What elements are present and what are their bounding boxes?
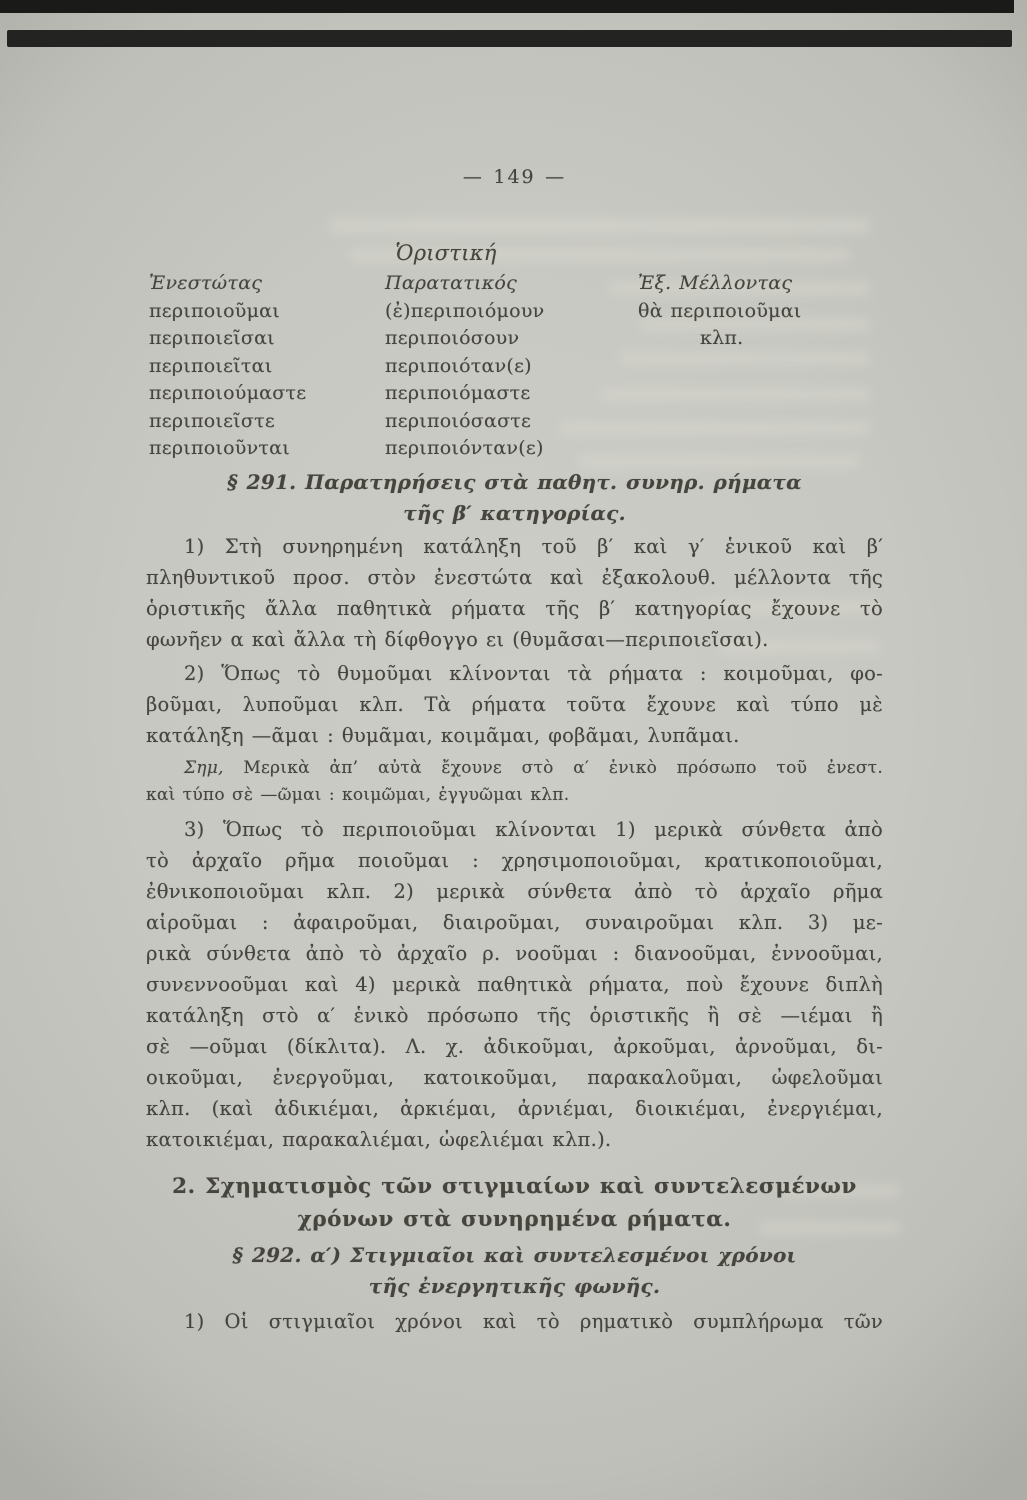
table-cell: θὰ περιποιοῦμαι	[638, 299, 802, 322]
table-column-header-present: Ἐνεστώτας	[149, 272, 263, 294]
table-row	[146, 327, 883, 355]
table-cell: περιποιούμαστε	[149, 382, 307, 404]
table-row	[146, 410, 883, 438]
table-cell: περιποιόσαστε	[385, 409, 532, 432]
conjugation-table	[146, 272, 883, 465]
note-paragraph	[146, 755, 883, 809]
heading-line: τῆς β′ κατηγορίας.	[403, 501, 626, 525]
text-line: ἐθνικοποιοῦμαι κλπ. 2) μερικὰ σύνθετα ἀπὸ τὸ ἀρχαῖο ρῆμα	[146, 880, 883, 903]
table-column-header-future: Ἐξ. Μέλλοντας	[638, 272, 793, 294]
bleedthrough-artifact	[330, 218, 870, 234]
scan-artifact-band-second	[7, 30, 1012, 47]
heading-line: χρόνων στὰ συνηρημένα ρήματα.	[297, 1207, 732, 1232]
table-row	[146, 300, 883, 328]
table-cell: περιποιόσουν	[385, 327, 520, 349]
text-line: κατοικιέμαι, παρακαλιέμαι, ὠφελιέμαι κλπ.).	[146, 1128, 612, 1151]
table-row	[146, 382, 883, 410]
scan-artifact-band-top	[0, 0, 1014, 13]
table-cell: περιποιεῖσαι	[149, 327, 275, 349]
section-291-heading	[146, 467, 883, 529]
page-title: Ὁριστική	[395, 241, 497, 265]
paragraph-292-1	[146, 1306, 883, 1337]
heading-line: § 292. α′) Στιγμιαῖοι καὶ συντελεσμένοι χρόνοι	[232, 1243, 797, 1267]
heading-line: § 291. Παρατηρήσεις στὰ παθητ. συνηρ. ρήματα	[227, 470, 802, 494]
text-line: οικοῦμαι, ἐνεργοῦμαι, κατοικοῦμαι, παρακαλοῦμαι, ὠφελοῦμαι	[146, 1066, 883, 1089]
note-label: Σημ,	[184, 758, 224, 778]
table-cell: (ἐ)περιποιόμουν	[385, 299, 545, 322]
table-cell: περιποιόταν(ε)	[385, 354, 532, 377]
text-line: τὸ ἀρχαῖο ρῆμα ποιοῦμαι : χρησιμοποιοῦμαι, κρατικοποιοῦμαι,	[146, 849, 883, 872]
table-row	[146, 437, 883, 465]
section-292-heading	[146, 1240, 883, 1302]
table-cell: περιποιόνταν(ε)	[385, 437, 544, 459]
heading-line: 2. Σχηματισμὸς τῶν στιγμιαίων καὶ συντελεσμένων	[172, 1174, 857, 1199]
text-line: ὁριστικῆς ἄλλα παθητικὰ ρήματα τῆς β′ κατηγορίας ἔχουνε τὸ	[146, 597, 883, 620]
table-cell: περιποιεῖστε	[149, 409, 275, 432]
text-line: φωνῆεν α καὶ ἄλλα τὴ δίφθογγο ει (θυμᾶσαι—περιποιεῖσαι).	[146, 628, 769, 651]
table-column-header-imperfect: Παρατατικός	[385, 272, 517, 294]
table-cell: περιποιόμαστε	[385, 382, 531, 404]
text-line: 2) Ὅπως τὸ θυμοῦμαι κλίνονται τὰ ρήματα : κοιμοῦμαι, φο-	[184, 662, 883, 685]
text-line: σὲ —οῦμαι (δίκλιτα). Λ. χ. ἀδικοῦμαι, ἀρκοῦμαι, ἀρνοῦμαι, δι-	[146, 1035, 883, 1058]
text-line: πληθυντικοῦ προσ. στὸν ἐνεστώτα καὶ ἐξακολουθ. μέλλοντα τῆς	[146, 566, 883, 589]
note-text: Μερικὰ ἀπ’ αὐτὰ ἔχουνε στὸ α′ ἑνικὸ πρόσωπο τοῦ ἐνεστ.	[243, 758, 883, 778]
text-line: κατάληξη στὸ α′ ἑνικὸ πρόσωπο τῆς ὁριστικῆς ἢ σὲ —ιέμαι ἢ	[146, 1004, 883, 1027]
paragraph-291-2	[146, 658, 883, 751]
paragraph-291-3	[146, 814, 883, 1155]
text-line: ρικὰ σύνθετα ἀπὸ τὸ ἀρχαῖο ρ. νοοῦμαι : διανοοῦμαι, ἐννοοῦμαι,	[146, 942, 883, 965]
section-2-heading	[146, 1170, 883, 1236]
text-line: 1) Στὴ συνηρημένη κατάληξη τοῦ β′ καὶ γ′ ἑνικοῦ καὶ β′	[184, 535, 883, 558]
text-line: κλπ. (καὶ ἀδικιέμαι, ἀρκιέμαι, ἀρνιέμαι, διοικιέμαι, ἐνεργιέμαι,	[146, 1097, 883, 1120]
text-line: 3) Ὅπως τὸ περιποιοῦμαι κλίνονται 1) μερικὰ σύνθετα ἀπὸ	[184, 818, 883, 841]
text-line: βοῦμαι, λυποῦμαι κλπ. Τὰ ρήματα τοῦτα ἔχουνε καὶ τύπο μὲ	[146, 693, 883, 716]
table-cell: περιποιοῦμαι	[149, 299, 280, 322]
paragraph-291-1	[146, 531, 883, 655]
page-number: — 149 —	[462, 166, 567, 188]
text-line: καὶ τύπο σὲ —ῶμαι : κοιμῶμαι, ἐγγυῶμαι κλπ.	[146, 785, 570, 805]
text-line: συνεννοοῦμαι καὶ 4) μερικὰ παθητικὰ ρήματα, ποὺ ἔχουνε διπλὴ	[146, 973, 883, 996]
text-line: κατάληξη —ᾶμαι : θυμᾶμαι, κοιμᾶμαι, φοβᾶμαι, λυπᾶμαι.	[146, 724, 740, 747]
table-cell: περιποιοῦνται	[149, 437, 290, 459]
table-cell: περιποιεῖται	[149, 354, 273, 377]
heading-line: τῆς ἐνεργητικῆς φωνῆς.	[368, 1274, 661, 1298]
text-line: 1) Οἱ στιγμιαῖοι χρόνοι καὶ τὸ ρηματικὸ συμπλήρωμα τῶν	[184, 1310, 883, 1333]
table-header-row	[146, 272, 883, 300]
text-line: αἱροῦμαι : ἀφαιροῦμαι, διαιροῦμαι, συναιροῦμαι κλπ. 3) με-	[146, 911, 883, 934]
table-cell: κλπ.	[700, 327, 744, 349]
table-row	[146, 355, 883, 383]
text-line	[146, 755, 883, 782]
